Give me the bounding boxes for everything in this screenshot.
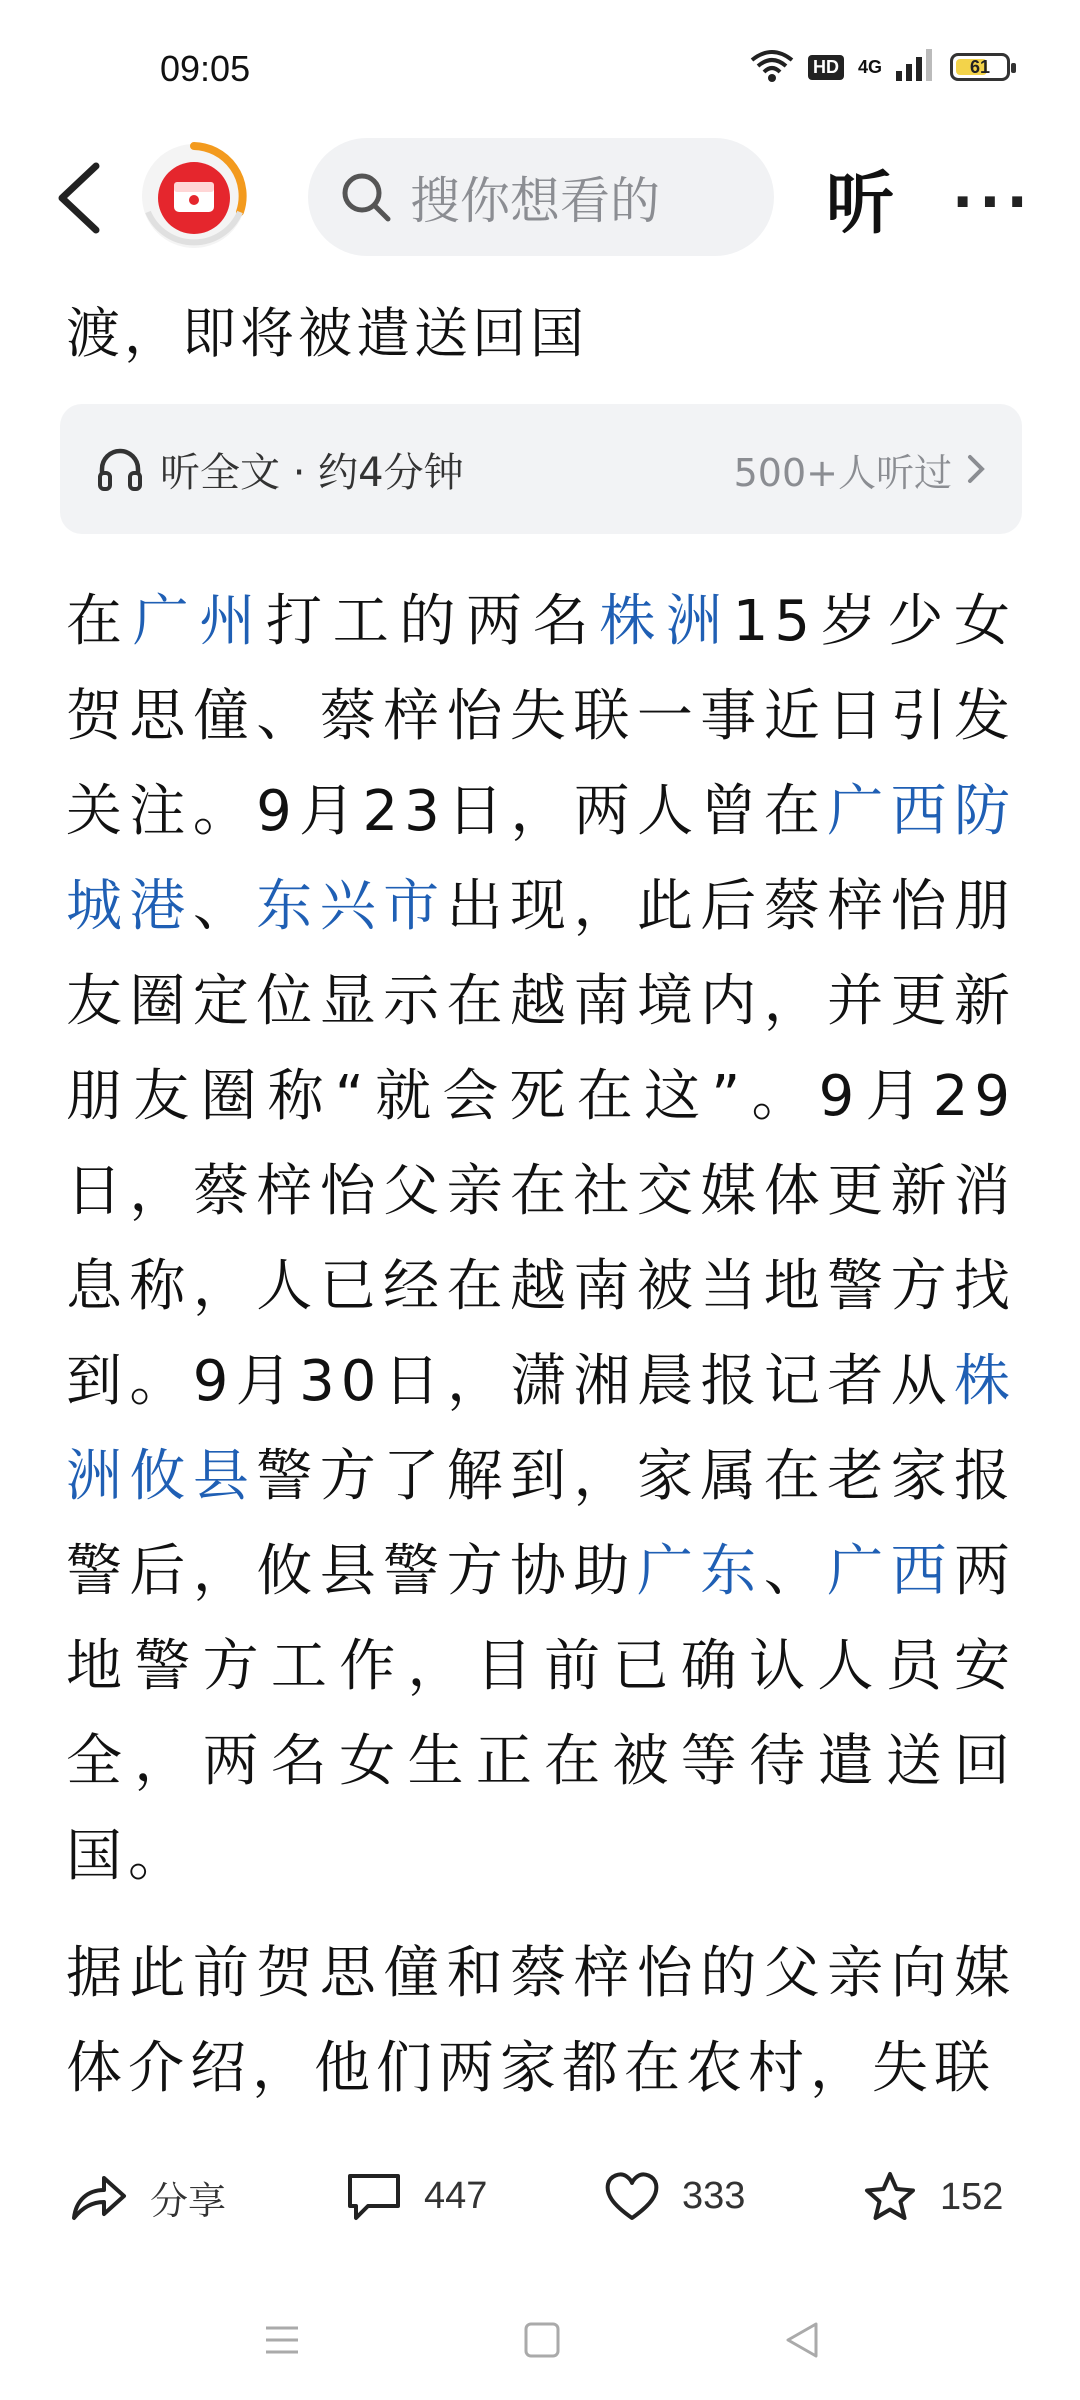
- article-text-segment: 打工的两名: [266, 589, 600, 654]
- network-label: 4G: [857, 56, 882, 77]
- article-text-segment: 警方了解到，家属在老家报警后，攸县警方协助: [66, 1444, 1017, 1604]
- heart-icon: [604, 2170, 660, 2222]
- article-text-segment: 、: [192, 874, 257, 939]
- comment-icon: [346, 2170, 402, 2222]
- article-paragraph-1: [66, 574, 1016, 1904]
- battery-percent: 61: [969, 56, 991, 77]
- home-nav-button[interactable]: [522, 2320, 562, 2364]
- article-text-segment: 在: [66, 589, 133, 654]
- status-time: 09:05: [160, 48, 251, 89]
- app-logo[interactable]: [140, 142, 248, 250]
- back-nav-button[interactable]: [782, 2320, 822, 2364]
- share-icon: [70, 2172, 128, 2224]
- article-text-segment: 两地警方工作，目前已确认人员安全，两名女生正在被等待遣送回国。: [66, 1539, 1017, 1889]
- action-bar: [0, 2132, 1080, 2272]
- article-link[interactable]: 株洲: [599, 589, 733, 654]
- search-placeholder: 搜你想看的: [410, 172, 660, 230]
- article-title-tail: 渡，即将被遣送回国: [66, 302, 588, 365]
- status-icons: [750, 48, 1010, 86]
- listen-full-text-card[interactable]: [60, 404, 1022, 534]
- article-body: [66, 290, 1016, 2116]
- menu-nav-button[interactable]: [262, 2320, 302, 2364]
- more-button[interactable]: ···: [952, 170, 1034, 235]
- share-button[interactable]: [70, 2170, 226, 2225]
- menu-icon: [262, 2320, 302, 2360]
- article-link[interactable]: 广东: [636, 1539, 764, 1604]
- article-link[interactable]: 株洲攸县: [66, 1349, 1016, 1509]
- comment-button[interactable]: [346, 2170, 487, 2222]
- hd-badge: HD: [808, 55, 844, 80]
- listen-button[interactable]: 听: [826, 165, 895, 244]
- system-nav-bar: [0, 2290, 1080, 2400]
- battery-icon: [950, 53, 1010, 81]
- listener-count: 500+人听过: [733, 450, 952, 495]
- article-link[interactable]: 广西防城港: [66, 779, 1017, 939]
- article-text-segment: 出现，此后蔡梓怡朋友圈定位显示在越南境内，并更新朋友圈称“就会死在这”。9月29日，蔡梓怡父亲在社交媒体更新消息称，人已经在越南被当地警方找到。9月30日，潇湘晨报记者从: [66, 874, 1017, 1414]
- article-link[interactable]: 广西: [827, 1539, 955, 1604]
- favorite-button[interactable]: [862, 2170, 1003, 2224]
- chevron-right-icon: [966, 453, 986, 485]
- article-text-segment: 15岁少女贺思僮、蔡梓怡失联一事近日引发关注。9月23日，两人曾在: [66, 589, 1016, 844]
- wifi-icon: [750, 48, 794, 86]
- favorite-count: 152: [940, 2175, 1004, 2218]
- listen-card-label: 听全文 · 约4分钟: [160, 449, 464, 496]
- article-link[interactable]: 广州: [132, 589, 267, 654]
- top-nav: [0, 130, 1080, 270]
- like-button[interactable]: [604, 2170, 745, 2222]
- status-bar: [0, 0, 1080, 130]
- article-text-segment: 、: [763, 1539, 828, 1604]
- article-link[interactable]: 东兴市: [256, 874, 447, 939]
- search-box[interactable]: [308, 138, 774, 256]
- home-square-icon: [522, 2320, 562, 2360]
- article-paragraph-2: 据此前贺思僮和蔡梓怡的父亲向媒体介绍，他们两家都在农村，失联: [66, 1941, 1016, 2101]
- back-button[interactable]: [44, 158, 114, 238]
- back-arrow-icon: [56, 162, 102, 234]
- comment-count: 447: [424, 2174, 488, 2217]
- search-icon: [338, 169, 394, 225]
- signal-icon: [896, 49, 936, 85]
- star-icon: [862, 2170, 918, 2224]
- back-triangle-icon: [782, 2320, 822, 2360]
- like-count: 333: [682, 2174, 746, 2217]
- headphones-icon: [96, 445, 144, 493]
- share-label: 分享: [150, 2181, 227, 2223]
